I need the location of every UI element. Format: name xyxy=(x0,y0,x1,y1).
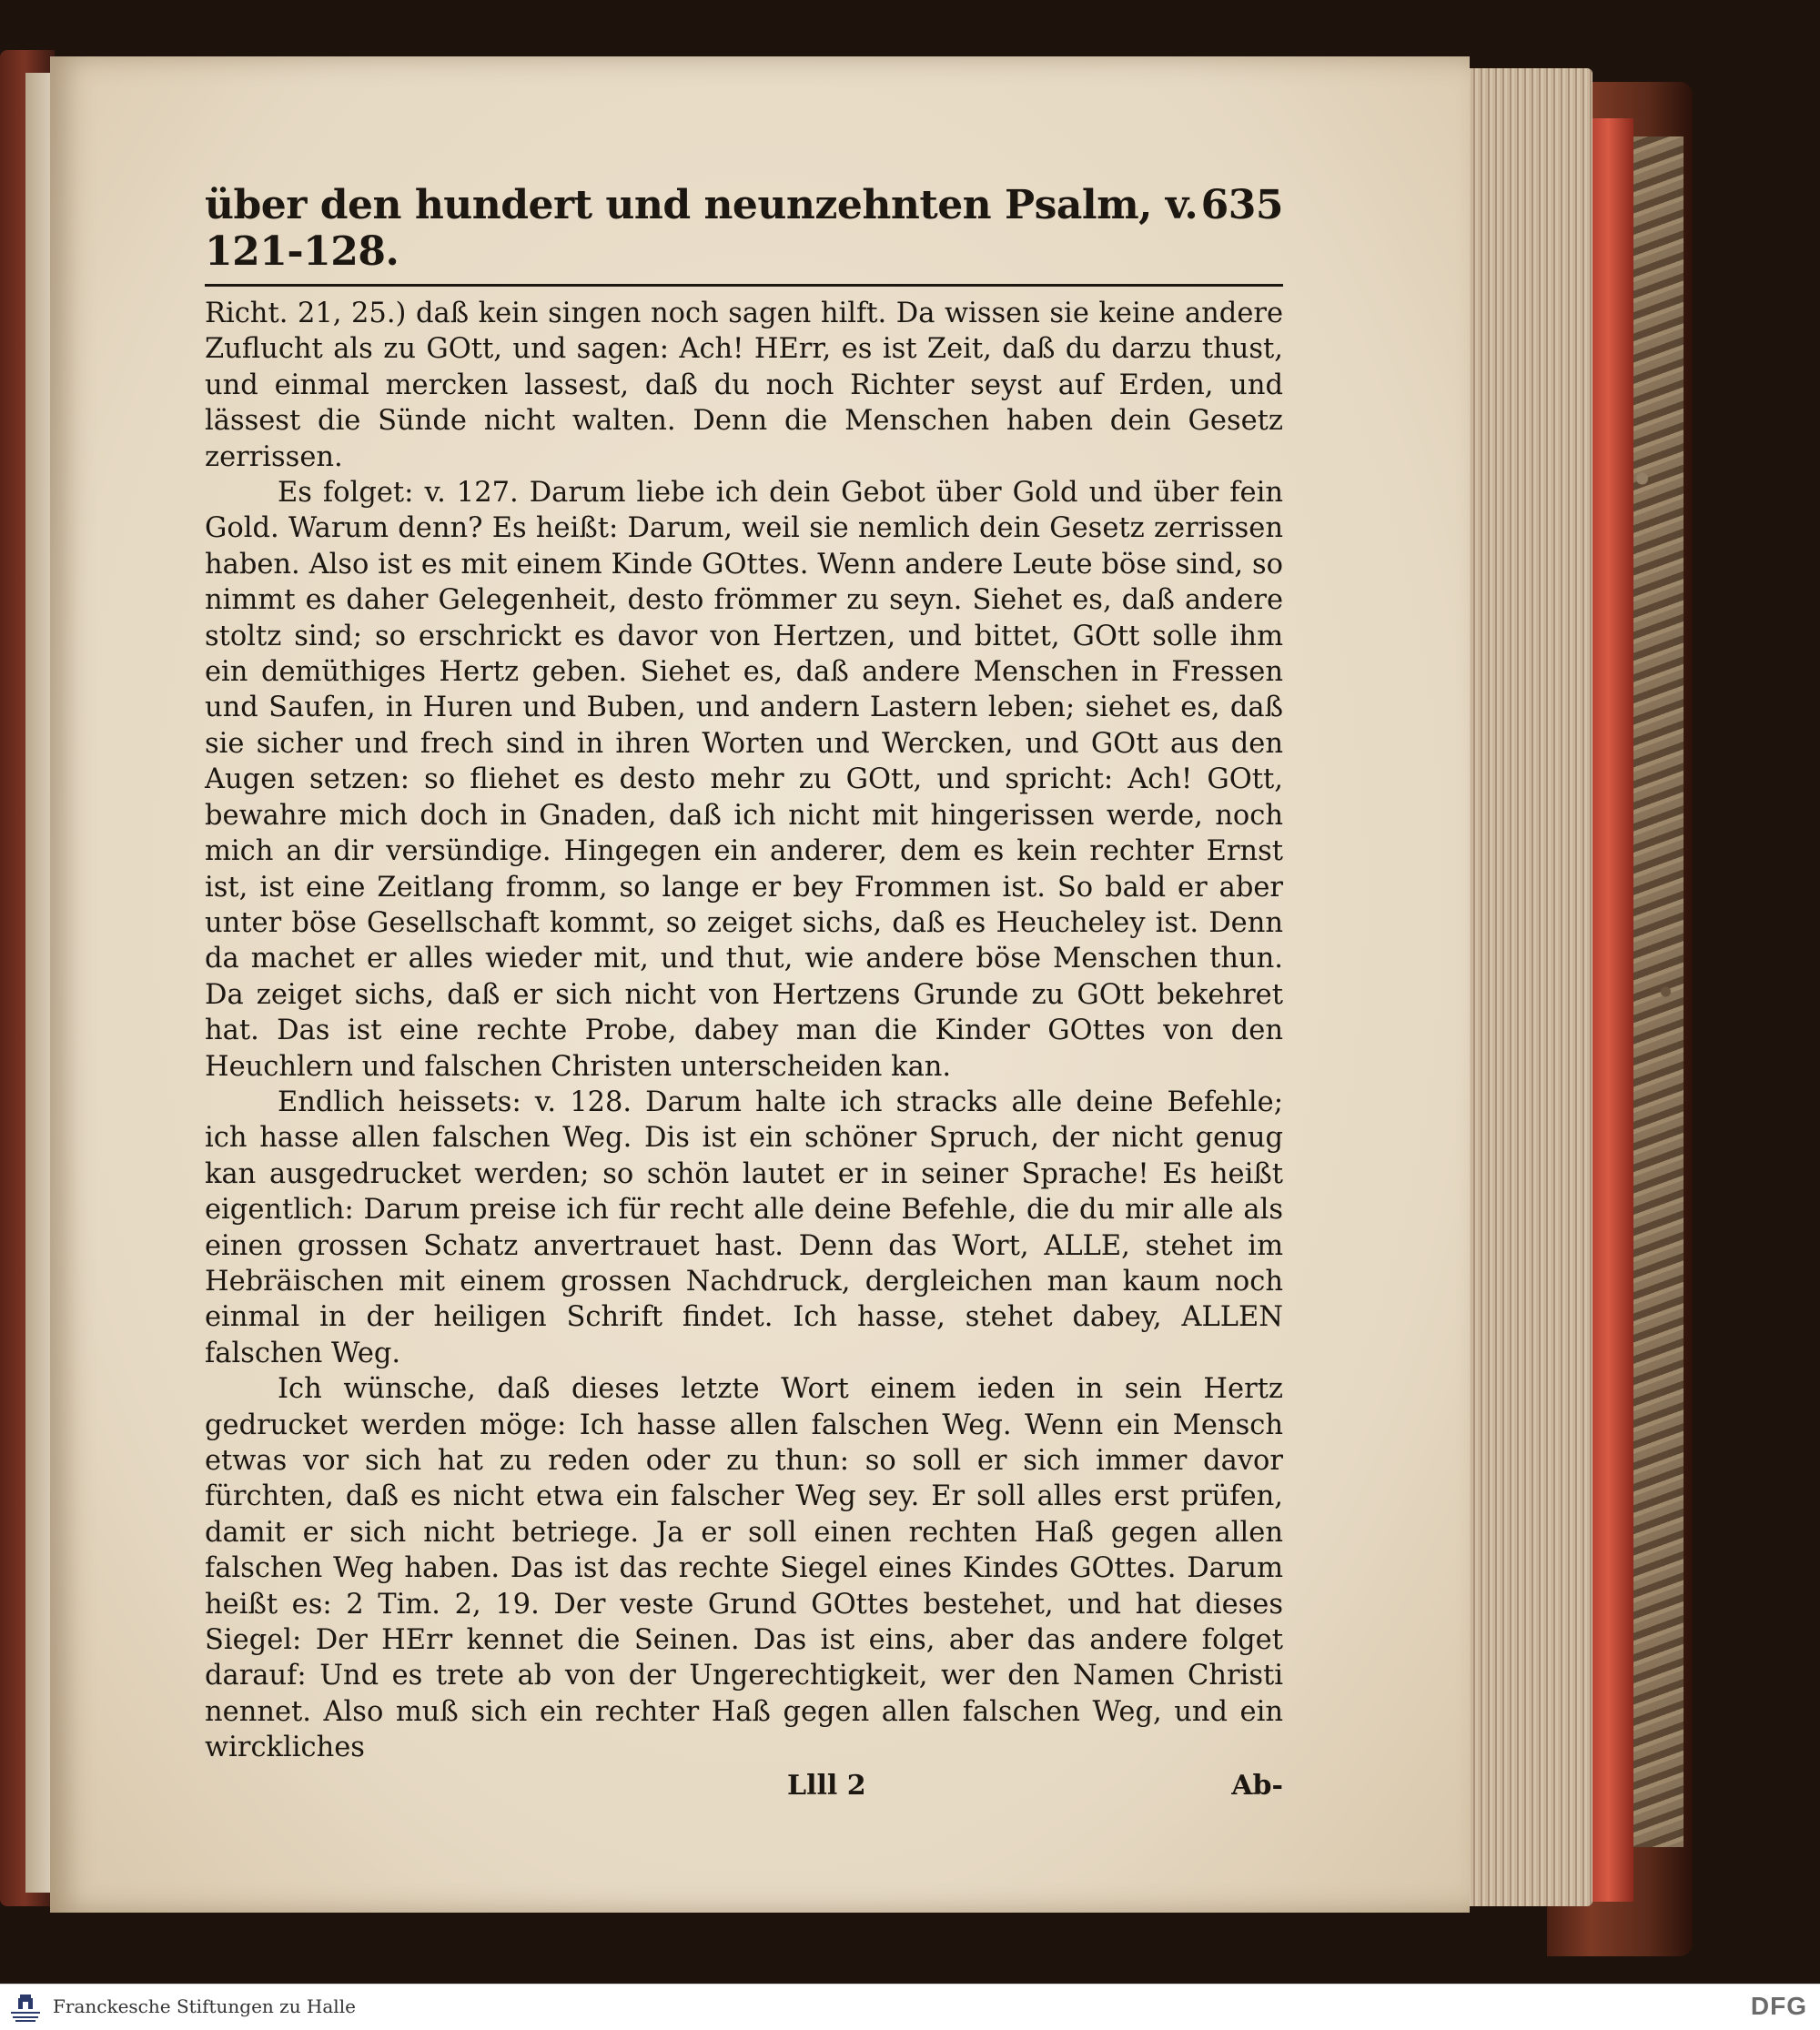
viewer-footer-bar xyxy=(0,1984,1820,2030)
page-footer xyxy=(205,1770,1283,1806)
book-page xyxy=(50,56,1470,1913)
institution-name[interactable]: Franckesche Stiftungen zu Halle xyxy=(53,1995,356,2017)
dfg-logo[interactable]: DFG xyxy=(1750,1992,1807,2020)
paragraph-2: Es folget: v. 127. Darum liebe ich dein Gebot über Gold und über fein Gold. Warum denn? Es heißt: Darum, weil sie nemlich dein Gesetz zerrissen haben. Also ist es mit einem Kinde GOttes. Wenn andere Leute böse sind, so nimmt es daher Gelegenheit, desto frömmer zu seyn. Siehet es, daß andere stoltz sind; so erschrickt es davor von Hertzen, und bittet, GOtt solle ihm ein demüthiges Hertz geben. Siehet es, daß andere Menschen in Fressen und Saufen, in Huren und Buben, und andern Lastern leben; siehet es, daß sie sicher und frech sind in ihren Worten und Wercken, und GOtt aus den Augen setzen: so fliehet es desto mehr zu GOtt, und spricht: Ach! GOtt, bewahre mich doch in Gnaden, daß ich nicht mit hingerissen werde, noch mich an dir versündige. Hingegen ein anderer, dem es kein rechter Ernst ist, ist eine Zeitlang fromm, so lange er bey Frommen ist. So bald er aber unter böse Gesellschaft kommt, so zeiget sichs, daß es Heucheley ist. Denn da machet er alles wieder mit, und thut, wie andere böse Menschen thun. Da zeiget sichs, daß er sich nicht von Hertzens Grunde zu GOtt bekehret hat. Das ist eine rechte Probe, dabey man die Kinder GOttes von den Heuchlern und falschen Christen unterscheiden kan. xyxy=(205,477,1283,1083)
page-header xyxy=(205,182,1283,287)
paragraph-3: Endlich heissets: v. 128. Darum halte ich stracks alle deine Befehle; ich hasse allen falschen Weg. Dis ist ein schöner Spruch, der nicht genug kan ausgedrucket werden; so schön lautet er in seiner Sprache! Es heißt eigentlich: Darum preise ich für recht alle deine Befehle, die du mir alle als einen grossen Schatz anvertrauet hast. Denn das Wort, ALLE, stehet im Hebräischen mit einem grossen Nachdruck, dergleichen man kaum noch einmal in der heiligen Schrift findet. Ich hasse, stehet dabey, ALLEN falschen Weg. xyxy=(205,1086,1283,1369)
paragraph-4: Ich wünsche, daß dieses letzte Wort einem ieden in sein Hertz gedrucket werden möge: Ich hasse allen falschen Weg. Wenn ein Mensch etwas vor sich hat zu reden oder zu thun: so soll er sich immer davor fürchten, daß es nicht etwa ein falscher Weg sey. Er soll alles erst prüfen, damit er sich nicht betriege. Ja er soll einen rechten Haß gegen allen falschen Weg haben. Das ist das rechte Siegel eines Kindes GOttes. Darum heißt es: 2 Tim. 2, 19. Der veste Grund GOttes bestehet, und hat dieses Siegel: Der HErr kennet die Seinen. Das ist eins, aber das andere folget darauf: Und es trete ab von der Ungerechtigkeit, wer den Namen Christi nennet. Also muß sich ein rechter Haß gegen allen falschen Weg, und ein wirckliches xyxy=(205,1373,1283,1764)
page-text-block xyxy=(205,182,1283,1806)
page-number: 635 xyxy=(1200,182,1283,228)
signature-mark: Llll 2 xyxy=(787,1769,866,1802)
running-head: über den hundert und neunzehnten Psalm, v. 121-128. xyxy=(205,182,1198,275)
institution-logo-icon xyxy=(7,1990,44,2025)
fore-edge-page-stack xyxy=(1456,68,1592,1906)
page-body xyxy=(205,296,1283,1766)
paragraph-1: Richt. 21, 25.) daß kein singen noch sagen hilft. Da wissen sie keine andere Zuflucht als zu GOtt, und sagen: Ach! HErr, es ist Zeit, daß du darzu thust, und einmal mercken lassest, daß du noch Richter seyst auf Erden, und lässest die Sünde nicht walten. Denn die Menschen haben dein Gesetz zerrissen. xyxy=(205,298,1283,473)
catchword: Ab- xyxy=(1231,1769,1283,1802)
